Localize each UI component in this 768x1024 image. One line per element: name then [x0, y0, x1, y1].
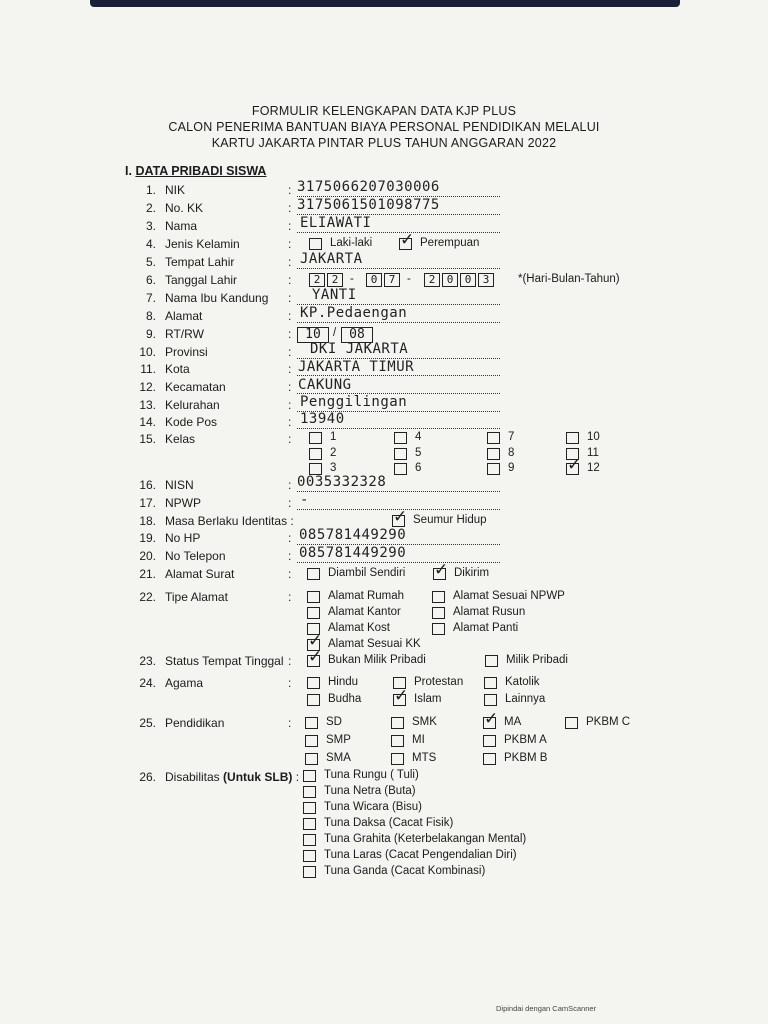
check-mark-icon: ✓ — [484, 709, 499, 728]
form-title-line-2: CALON PENERIMA BANTUAN BIAYA PERSONAL PENDIDIKAN MELALUI — [168, 120, 600, 134]
provinsi-value[interactable]: DKI JAKARTA — [310, 341, 409, 357]
label-tipe-alamat: Tipe Alamat — [165, 590, 228, 604]
form-title-line-3: KARTU JAKARTA PINTAR PLUS TAHUN ANGGARAN 2022 — [211, 136, 557, 150]
colon: : — [288, 362, 292, 376]
scanner-watermark: Dipindai dengan CamScanner — [496, 1004, 597, 1013]
pendidikan-checkbox-smp[interactable] — [305, 735, 318, 747]
masa-berlaku-option-label: Seumur Hidup — [413, 514, 487, 526]
kelas-option-label: 7 — [508, 431, 515, 443]
kecamatan-value[interactable]: CAKUNG — [298, 377, 352, 393]
kelas-option-label: 1 — [330, 431, 337, 443]
field-number: 15. — [139, 432, 156, 446]
colon: : — [288, 237, 292, 251]
disabilitas-option-label: Tuna Grahita (Keterbelakangan Mental) — [324, 833, 527, 845]
section-number: I. — [125, 164, 132, 178]
rw-value[interactable]: 08 — [341, 327, 373, 343]
kelas-option-label: 8 — [508, 447, 515, 459]
dob-year-digit[interactable]: 3 — [478, 273, 494, 287]
colon: : — [288, 496, 292, 510]
label-alamat-surat: Alamat Surat — [165, 567, 235, 581]
disabilitas-option-label: Tuna Wicara (Bisu) — [324, 801, 422, 813]
kelas-checkbox-8[interactable] — [487, 448, 500, 460]
kode-pos-line — [297, 428, 500, 429]
alamat-line — [297, 322, 500, 323]
kelas-option-label: 5 — [415, 447, 422, 459]
field-number: 21. — [139, 567, 156, 581]
pendidikan-option-label: SMK — [412, 716, 437, 728]
section-title: DATA PRIBADI SISWA — [135, 164, 267, 178]
pendidikan-checkbox-pkbm-c[interactable] — [565, 717, 578, 729]
kelas-option-label: 10 — [587, 431, 600, 443]
check-mark-icon: ✓ — [567, 455, 582, 474]
kelas-option-label: 4 — [415, 431, 422, 443]
rt-rw-separator: / — [333, 327, 337, 339]
agama-checkbox-katolik[interactable] — [484, 677, 497, 689]
label-no-telepon: No Telepon — [165, 549, 226, 563]
dob-year-digit[interactable]: 0 — [442, 273, 458, 287]
label-provinsi: Provinsi — [165, 345, 208, 359]
pendidikan-option-label: MI — [412, 734, 425, 746]
agama-option-label: Lainnya — [505, 693, 546, 705]
field-number: 26. — [139, 770, 156, 784]
colon: : — [288, 345, 292, 359]
colon: : — [288, 654, 292, 668]
colon: : — [288, 309, 292, 323]
field-number: 8. — [145, 309, 156, 323]
disabilitas-checkbox-tuna-wicara-bisu[interactable] — [303, 802, 316, 814]
section-heading — [125, 164, 266, 178]
form-title-line-1: FORMULIR KELENGKAPAN DATA KJP PLUS — [251, 104, 517, 118]
pendidikan-option-label: PKBM B — [504, 752, 548, 764]
dob-month-digit[interactable]: 7 — [384, 273, 400, 287]
alamat-surat-option-label: Dikirim — [454, 567, 490, 579]
nama-line — [297, 232, 500, 233]
pendidikan-checkbox-smk[interactable] — [391, 717, 404, 729]
field-number: 7. — [145, 291, 156, 305]
field-number: 13. — [139, 398, 156, 412]
colon: : — [288, 219, 292, 233]
disabilitas-checkbox-tuna-daksa-cacat-fisik[interactable] — [303, 818, 316, 830]
alamat-value[interactable]: KP.Pedaengan — [300, 305, 408, 321]
label-kota: Kota — [165, 362, 190, 376]
agama-checkbox-budha[interactable] — [307, 694, 320, 706]
label-disabilitas-note: (Untuk SLB) — [223, 770, 293, 784]
jenis-kelamin-option-label: Perempuan — [420, 237, 480, 249]
colon: : — [288, 716, 292, 730]
kelas-option-label: 11 — [587, 447, 599, 459]
dob-day-digit[interactable]: 2 — [309, 273, 325, 287]
disabilitas-checkbox-tuna-netra-buta[interactable] — [303, 786, 316, 798]
kelas-checkbox-9[interactable] — [487, 463, 500, 475]
colon: : — [288, 432, 292, 446]
pendidikan-checkbox-pkbm-b[interactable] — [483, 753, 496, 765]
tempat-lahir-value[interactable]: JAKARTA — [300, 251, 363, 267]
disabilitas-checkbox-tuna-rungu-tuli[interactable] — [303, 770, 316, 782]
colon: : — [288, 549, 292, 563]
kelas-checkbox-5[interactable] — [394, 448, 407, 460]
field-number: 1. — [145, 183, 156, 197]
field-number: 16. — [139, 478, 156, 492]
colon: : — [288, 327, 292, 341]
dob-year-digit[interactable]: 0 — [460, 273, 476, 287]
dob-year-digit[interactable]: 2 — [424, 273, 440, 287]
field-number: 4. — [145, 237, 156, 251]
label-nama: Nama — [165, 219, 198, 233]
nama-ibu-value[interactable]: YANTI — [312, 287, 357, 303]
field-number: 18. — [139, 514, 156, 528]
kelurahan-value[interactable]: Penggilingan — [300, 394, 408, 410]
agama-option-label: Protestan — [414, 676, 464, 688]
tipe-alamat-option-label: Alamat Rumah — [328, 590, 405, 602]
field-number: 25. — [139, 716, 156, 730]
disabilitas-option-label: Tuna Rungu ( Tuli) — [324, 769, 419, 781]
check-mark-icon: ✓ — [394, 686, 409, 705]
kelas-option-label: 2 — [330, 447, 337, 459]
tipe-alamat-checkbox-alamat-sesuai-npwp[interactable] — [432, 591, 445, 603]
kelas-option-label: 12 — [587, 462, 600, 474]
rt-value[interactable]: 10 — [297, 327, 329, 343]
colon: : — [288, 676, 292, 690]
label-no-kk: No. KK — [165, 201, 204, 215]
disabilitas-option-label: Tuna Ganda (Cacat Kombinasi) — [324, 865, 486, 877]
kelas-option-label: 3 — [330, 462, 337, 474]
colon: : — [288, 291, 292, 305]
kelas-option-label: 9 — [508, 462, 515, 474]
label-rt-rw: RT/RW — [165, 327, 204, 341]
nisn-value[interactable]: 0035332328 — [297, 474, 387, 490]
label-no-hp: No HP — [165, 531, 201, 545]
status-tinggal-option-label: Milik Pribadi — [506, 654, 568, 666]
pendidikan-option-label: PKBM C — [586, 716, 631, 728]
label-nik: NIK — [165, 183, 186, 197]
label-pendidikan: Pendidikan — [165, 716, 225, 730]
colon: : — [288, 183, 292, 197]
nama-value[interactable]: ELIAWATI — [300, 215, 372, 231]
pendidikan-option-label: SMA — [326, 752, 351, 764]
agama-option-label: Budha — [328, 693, 362, 705]
no-telepon-line — [297, 562, 500, 563]
pendidikan-option-label: SMP — [326, 734, 351, 746]
dob-separator: - — [407, 273, 411, 285]
tipe-alamat-checkbox-alamat-kantor[interactable] — [307, 607, 320, 619]
colon: : — [288, 567, 292, 581]
disabilitas-checkbox-tuna-grahita-keterbelakangan-mental[interactable] — [303, 834, 316, 846]
tipe-alamat-option-label: Alamat Rusun — [453, 606, 526, 618]
label-masa-berlaku: Masa Berlaku Identitas : — [165, 514, 294, 528]
pendidikan-checkbox-mts[interactable] — [391, 753, 404, 765]
tipe-alamat-checkbox-alamat-rusun[interactable] — [432, 607, 445, 619]
label-agama: Agama — [165, 676, 204, 690]
kota-line — [297, 375, 500, 376]
alamat-surat-checkbox-diambil-sendiri[interactable] — [307, 568, 320, 580]
check-mark-icon: ✓ — [308, 631, 323, 650]
check-mark-icon: ✓ — [308, 647, 323, 666]
check-mark-icon: ✓ — [434, 560, 449, 579]
agama-checkbox-lainnya[interactable] — [484, 694, 497, 706]
disabilitas-option-label: Tuna Daksa (Cacat Fisik) — [324, 817, 454, 829]
label-alamat: Alamat — [165, 309, 203, 323]
tipe-alamat-option-label: Alamat Kantor — [328, 606, 401, 618]
field-number: 19. — [139, 531, 156, 545]
no-kk-value[interactable]: 3175061501098775 — [297, 197, 440, 213]
colon: : — [288, 380, 292, 394]
agama-option-label: Katolik — [505, 676, 540, 688]
dob-month-digit[interactable]: 0 — [366, 273, 382, 287]
pendidikan-option-label: MTS — [412, 752, 437, 764]
check-mark-icon: ✓ — [393, 507, 408, 526]
pendidikan-checkbox-mi[interactable] — [391, 735, 404, 747]
pendidikan-checkbox-pkbm-a[interactable] — [483, 735, 496, 747]
no-telepon-value[interactable]: 085781449290 — [299, 545, 407, 561]
tipe-alamat-checkbox-alamat-rumah[interactable] — [307, 591, 320, 603]
agama-option-label: Hindu — [328, 676, 359, 688]
field-number: 3. — [145, 219, 156, 233]
label-tempat-lahir: Tempat Lahir — [165, 255, 235, 269]
kota-value[interactable]: JAKARTA TIMUR — [298, 359, 415, 375]
colon: : — [288, 273, 292, 287]
colon: : — [288, 201, 292, 215]
agama-checkbox-hindu[interactable] — [307, 677, 320, 689]
nisn-line — [297, 491, 500, 492]
label-tanggal-lahir: Tanggal Lahir — [165, 273, 238, 287]
label-kelurahan: Kelurahan — [165, 398, 220, 412]
disabilitas-checkbox-tuna-laras-cacat-pengendalian-diri[interactable] — [303, 850, 316, 862]
field-number: 23. — [139, 654, 156, 668]
field-number: 17. — [139, 496, 156, 510]
kelas-checkbox-2[interactable] — [309, 448, 322, 460]
label-jenis-kelamin: Jenis Kelamin — [165, 237, 240, 251]
field-number: 6. — [145, 273, 156, 287]
tipe-alamat-option-label: Alamat Sesuai NPWP — [453, 590, 565, 602]
kelas-checkbox-6[interactable] — [394, 463, 407, 475]
dob-separator: - — [350, 273, 354, 285]
check-mark-icon: ✓ — [400, 230, 415, 249]
label-disabilitas-text: Disabilitas — [165, 770, 220, 784]
no-hp-value[interactable]: 085781449290 — [299, 527, 407, 543]
field-number: 10. — [139, 345, 156, 359]
dob-day-digit[interactable]: 2 — [327, 273, 343, 287]
kelas-checkbox-7[interactable] — [487, 432, 500, 444]
agama-option-label: Islam — [414, 693, 442, 705]
jenis-kelamin-option-label: Laki-laki — [330, 237, 373, 249]
tempat-lahir-line — [297, 268, 500, 269]
label-kode-pos: Kode Pos — [165, 415, 218, 429]
kelas-option-label: 6 — [415, 462, 422, 474]
tipe-alamat-checkbox-alamat-panti[interactable] — [432, 623, 445, 635]
field-number: 20. — [139, 549, 156, 563]
status-tinggal-option-label: Bukan Milik Pribadi — [328, 654, 426, 666]
kelas-checkbox-3[interactable] — [309, 463, 322, 475]
field-number: 12. — [139, 380, 156, 394]
colon: : — [288, 590, 292, 604]
field-number: 24. — [139, 676, 156, 690]
field-number: 2. — [145, 201, 156, 215]
tipe-alamat-option-label: Alamat Panti — [453, 622, 519, 634]
dob-format-note: *(Hari-Bulan-Tahun) — [518, 273, 620, 285]
label-kelas: Kelas — [165, 432, 196, 446]
colon: : — [288, 531, 292, 545]
pendidikan-option-label: MA — [504, 716, 522, 728]
colon: : — [288, 478, 292, 492]
label-npwp: NPWP — [165, 496, 201, 510]
kode-pos-value[interactable]: 13940 — [300, 411, 345, 427]
field-number: 5. — [145, 255, 156, 269]
kelas-checkbox-1[interactable] — [309, 432, 322, 444]
label-status-tinggal: Status Tempat Tinggal — [165, 654, 284, 668]
field-number: 14. — [139, 415, 156, 429]
status-tinggal-checkbox-milik-pribadi[interactable] — [485, 655, 498, 667]
kelas-checkbox-10[interactable] — [566, 432, 579, 444]
disabilitas-option-label: Tuna Laras (Cacat Pengendalian Diri) — [324, 849, 517, 861]
disabilitas-checkbox-tuna-ganda-cacat-kombinasi[interactable] — [303, 866, 316, 878]
disabilitas-option-label: Tuna Netra (Buta) — [324, 785, 416, 797]
tipe-alamat-option-label: Alamat Sesuai KK — [328, 638, 421, 650]
pendidikan-checkbox-sd[interactable] — [305, 717, 318, 729]
colon: : — [288, 255, 292, 269]
pendidikan-option-label: SD — [326, 716, 342, 728]
label-kecamatan: Kecamatan — [165, 380, 226, 394]
kelas-checkbox-4[interactable] — [394, 432, 407, 444]
nik-value[interactable]: 3175066207030006 — [297, 179, 440, 195]
label-nama-ibu: Nama Ibu Kandung — [165, 291, 269, 305]
tipe-alamat-option-label: Alamat Kost — [328, 622, 390, 634]
jenis-kelamin-checkbox-laki-laki[interactable] — [309, 238, 322, 250]
label-disabilitas — [165, 770, 299, 784]
field-number: 22. — [139, 590, 156, 604]
label-nisn: NISN — [165, 478, 194, 492]
colon: : — [288, 398, 292, 412]
pendidikan-checkbox-sma[interactable] — [305, 753, 318, 765]
label-disabilitas-colon: : — [295, 770, 300, 784]
npwp-value[interactable]: - — [300, 492, 309, 508]
alamat-surat-option-label: Diambil Sendiri — [328, 567, 406, 579]
colon: : — [288, 415, 292, 429]
field-number: 9. — [145, 327, 156, 341]
field-number: 11. — [140, 362, 156, 376]
pendidikan-option-label: PKBM A — [504, 734, 547, 746]
